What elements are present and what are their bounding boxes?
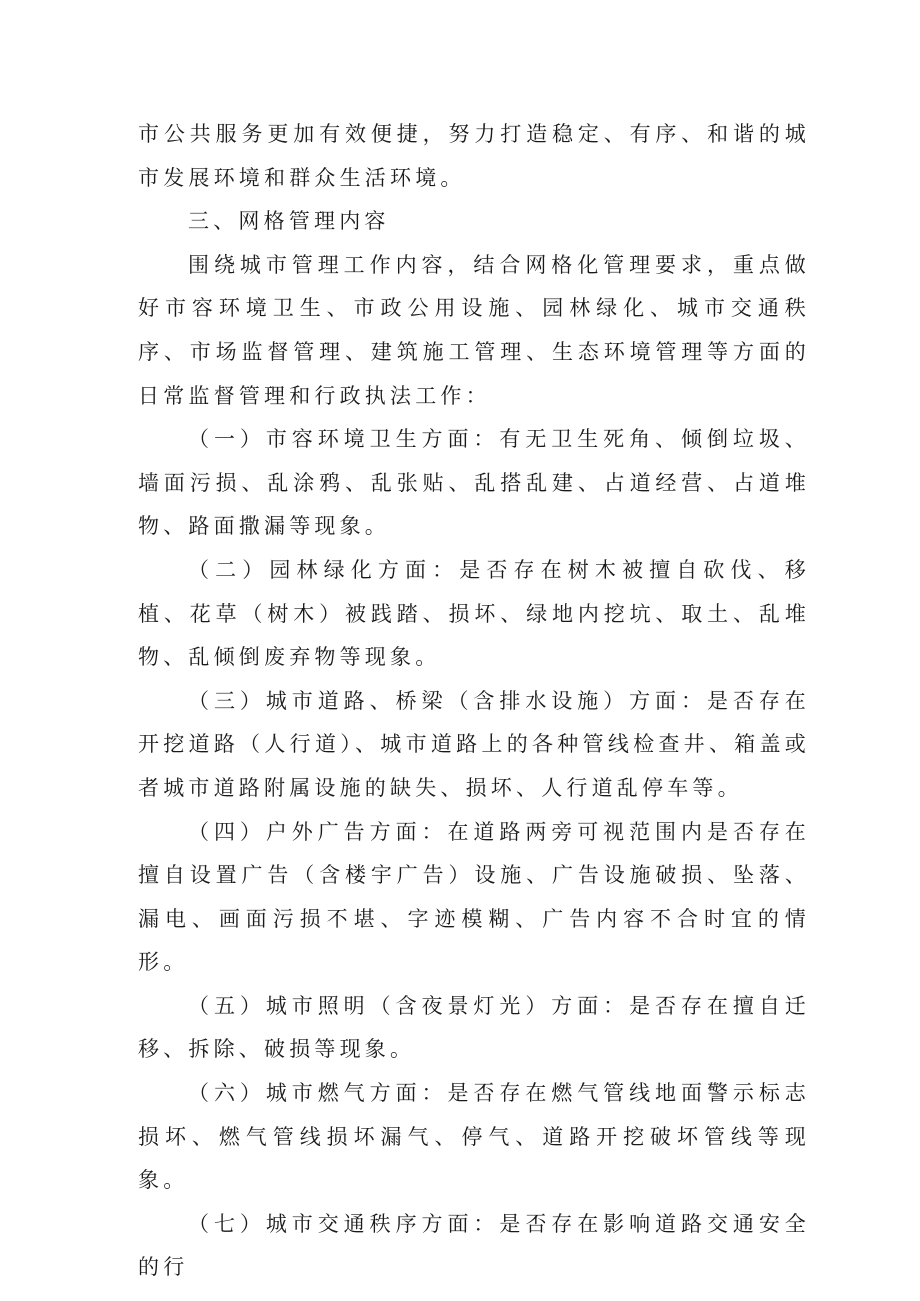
document-body [138, 113, 810, 1290]
paragraph-intro: 围绕城市管理工作内容，结合网格化管理要求，重点做好市容环境卫生、市政公用设施、园林绿化、城市交通秩序、市场监督管理、建筑施工管理、生态环境管理等方面的日常监督管理和行政执法工作： [138, 252, 810, 408]
paragraph-item-4: （四）户外广告方面：在道路两旁可视范围内是否存在擅自设置广告（含楼宇广告）设施、广告设施破损、坠落、漏电、画面污损不堪、字迹模糊、广告内容不合时宜的情形。 [138, 819, 810, 975]
paragraph-item-3: （三）城市道路、桥梁（含排水设施）方面：是否存在开挖道路（人行道）、城市道路上的各种管线检查井、箱盖或者城市道路附属设施的缺失、损坏、人行道乱停车等。 [138, 688, 810, 800]
paragraph-item-1: （一）市容环境卫生方面：有无卫生死角、倾倒垃圾、墙面污损、乱涂鸦、乱张贴、乱搭乱建、占道经营、占道堆物、路面撒漏等现象。 [138, 427, 810, 539]
paragraph-item-7: （七）城市交通秩序方面：是否存在影响道路交通安全的行 [138, 1211, 810, 1280]
paragraph-continuation: 市公共服务更加有效便捷，努力打造稳定、有序、和谐的城市发展环境和群众生活环境。 [138, 122, 810, 190]
paragraph-item-6: （六）城市燃气方面：是否存在燃气管线地面警示标志损坏、燃气管线损坏漏气、停气、道路开挖破坏管线等现象。 [138, 1081, 810, 1193]
paragraph-item-2: （二）园林绿化方面：是否存在树木被擅自砍伐、移植、花草（树木）被践踏、损坏、绿地内挖坑、取土、乱堆物、乱倾倒废弃物等现象。 [138, 557, 810, 670]
section-heading: 三、网格管理内容 [188, 209, 390, 234]
paragraph-item-5: （五）城市照明（含夜景灯光）方面：是否存在擅自迁移、拆除、破损等现象。 [138, 993, 810, 1062]
